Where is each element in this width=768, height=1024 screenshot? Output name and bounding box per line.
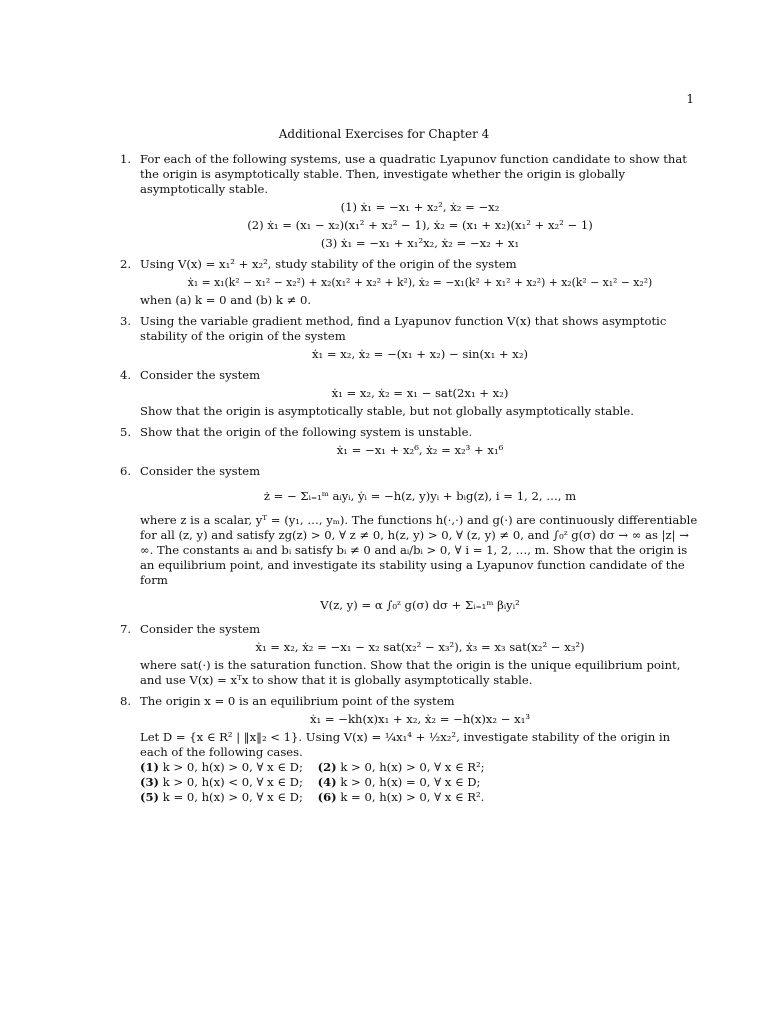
case-list <box>140 760 700 805</box>
exercise-5 <box>120 425 700 458</box>
page-number: 1 <box>686 92 694 106</box>
case-row <box>140 760 700 775</box>
equation: ẋ₁ = −kh(x)x₁ + x₂, ẋ₂ = −h(x)x₂ − x₁³ <box>309 712 531 726</box>
case-row <box>140 775 700 790</box>
case-label: (3) <box>140 775 160 789</box>
exercise-8 <box>120 694 700 805</box>
exercise-number: 8. <box>120 694 132 708</box>
case-text: k > 0, h(x) = 0, ∀ x ∈ D; <box>340 775 481 789</box>
equation: (3) ẋ₁ = −x₁ + x₁²x₂, ẋ₂ = −x₂ + x₁ <box>320 236 520 250</box>
equation: ẋ₁ = x₁(k² − x₁² − x₂²) + x₂(x₁² + x₂² + k²), ẋ₂ = −x₁(k² + x₁² + x₂²) + x₂(k² − x₁² − x₂²) <box>187 276 653 289</box>
case-label: (1) <box>140 760 160 774</box>
exercise-2 <box>120 257 700 308</box>
exercise-text: Using the variable gradient method, find a Lyapunov function V(x) that shows asymptotic stability of the origin of the system <box>140 314 667 343</box>
exercise-1 <box>120 152 700 251</box>
equation: ż = − Σᵢ₌₁ᵐ aᵢyᵢ, ẏᵢ = −h(z, y)yᵢ + bᵢg(z), i = 1, 2, …, m <box>263 489 577 503</box>
exercise-text: where sat(·) is the saturation function. Show that the origin is the unique equilibrium point, and use V(x) = xᵀx to show that it is globally asymptotically stable. <box>140 658 681 687</box>
exercise-number: 7. <box>120 622 132 636</box>
exercise-text: Consider the system <box>140 622 261 636</box>
case-text: k = 0, h(x) > 0, ∀ x ∈ D; <box>162 790 303 804</box>
equation: ẋ₁ = −x₁ + x₂⁶, ẋ₂ = x₂³ + x₁⁶ <box>336 443 504 457</box>
exercise-text: For each of the following systems, use a quadratic Lyapunov function candidate to show that the origin is asymptotically stable. Then, investigate whether the origin is globally asymptotically stable. <box>140 152 687 196</box>
exercise-6 <box>120 464 700 616</box>
exercise-text: The origin x = 0 is an equilibrium point of the system <box>140 694 455 708</box>
equation: V(z, y) = α ∫₀ᶻ g(σ) dσ + Σᵢ₌₁ᵐ βᵢyᵢ² <box>320 598 520 612</box>
exercise-number: 6. <box>120 464 132 478</box>
exercise-text: Show that the origin is asymptotically stable, but not globally asymptotically stable. <box>140 404 634 418</box>
exercise-number: 2. <box>120 257 132 271</box>
case-text: k > 0, h(x) < 0, ∀ x ∈ D; <box>162 775 303 789</box>
exercise-number: 5. <box>120 425 132 439</box>
equation: (2) ẋ₁ = (x₁ − x₂)(x₁² + x₂² − 1), ẋ₂ = (x₁ + x₂)(x₁² + x₂² − 1) <box>247 218 593 232</box>
exercise-text: Let D = {x ∈ R² | ‖x‖₂ < 1}. Using V(x) = ¼x₁⁴ + ½x₂², investigate stability of the origin in each of the following cases. <box>140 730 671 759</box>
exercise-text: Consider the system <box>140 368 261 382</box>
exercise-text: Using V(x) = x₁² + x₂², study stability of the origin of the system <box>140 257 517 271</box>
exercise-number: 3. <box>120 314 132 328</box>
equation: ẋ₁ = x₂, ẋ₂ = x₁ − sat(2x₁ + x₂) <box>331 386 509 400</box>
exercise-4 <box>120 368 700 419</box>
case-label: (5) <box>140 790 160 804</box>
case-label: (2) <box>317 760 337 774</box>
case-row <box>140 790 700 805</box>
exercise-number: 1. <box>120 152 132 166</box>
exercise-list <box>120 152 700 811</box>
exercise-text: where z is a scalar, yᵀ = (y₁, …, yₘ). The functions h(·,·) and g(·) are continuously differentiable for all (z, y) and satisfy zg(z) > 0, ∀ z ≠ 0, h(z, y) > 0, ∀ (z, y) ≠ 0, and ∫₀ᶻ g(σ) dσ → ∞ as |z| → ∞. The constants aᵢ and bᵢ satisfy bᵢ ≠ 0 and aᵢ/bᵢ > 0, ∀ i = 1, 2, …, m. Show that the origin is an equilibrium point, and investigate its stability using a Lyapunov function candidate of the form <box>140 513 698 587</box>
exercise-text: Show that the origin of the following system is unstable. <box>140 425 473 439</box>
page-title: Additional Exercises for Chapter 4 <box>278 127 490 141</box>
equation: (1) ẋ₁ = −x₁ + x₂², ẋ₂ = −x₂ <box>340 200 500 214</box>
case-text: k > 0, h(x) > 0, ∀ x ∈ D; <box>162 760 303 774</box>
exercise-3 <box>120 314 700 362</box>
exercise-text: when (a) k = 0 and (b) k ≠ 0. <box>140 293 312 307</box>
equation: ẋ₁ = x₂, ẋ₂ = −x₁ − x₂ sat(x₂² − x₃²), ẋ₃ = x₃ sat(x₂² − x₃²) <box>255 640 585 654</box>
exercise-text: Consider the system <box>140 464 261 478</box>
case-label: (6) <box>317 790 337 804</box>
exercise-7 <box>120 622 700 688</box>
case-text: k = 0, h(x) > 0, ∀ x ∈ R². <box>340 790 485 804</box>
case-text: k > 0, h(x) > 0, ∀ x ∈ R²; <box>340 760 485 774</box>
case-label: (4) <box>317 775 337 789</box>
equation: ẋ₁ = x₂, ẋ₂ = −(x₁ + x₂) − sin(x₁ + x₂) <box>311 347 529 361</box>
exercise-number: 4. <box>120 368 132 382</box>
